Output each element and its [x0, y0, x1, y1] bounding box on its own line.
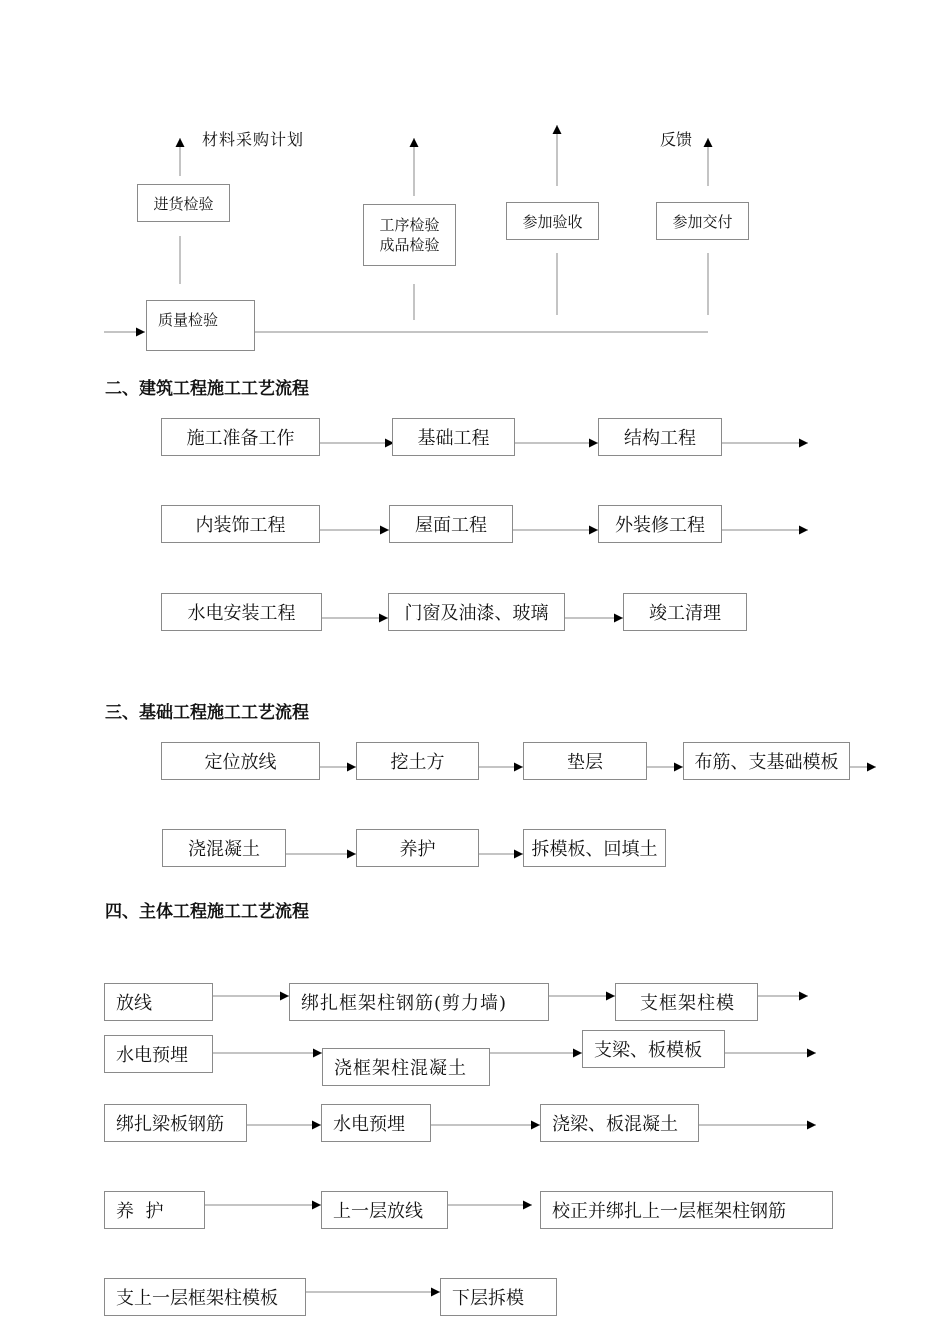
s4-step-9: 浇梁、板混凝土 — [540, 1104, 699, 1142]
s2-step-6: 外装修工程 — [598, 505, 722, 543]
s4-step-4: 水电预埋 — [104, 1035, 213, 1073]
section4-heading: 四、主体工程施工工艺流程 — [105, 902, 309, 922]
s4-step-12: 校正并绑扎上一层框架柱钢筋 — [540, 1191, 833, 1229]
box-process-inspection: 工序检验 成品检验 — [363, 204, 456, 266]
s3-step-1: 定位放线 — [161, 742, 320, 780]
s3-step-5: 浇混凝土 — [162, 829, 286, 867]
s2-step-3: 结构工程 — [598, 418, 722, 456]
s2-step-8: 门窗及油漆、玻璃 — [388, 593, 565, 631]
s2-step-2: 基础工程 — [392, 418, 515, 456]
section3-heading: 三、基础工程施工工艺流程 — [105, 703, 309, 723]
s4-step-14: 下层拆模 — [440, 1278, 557, 1316]
s2-step-5: 屋面工程 — [389, 505, 513, 543]
s2-step-7: 水电安装工程 — [161, 593, 322, 631]
label-feedback: 反馈 — [660, 130, 693, 149]
s2-step-1: 施工准备工作 — [161, 418, 320, 456]
s3-step-7: 拆模板、回填土 — [523, 829, 666, 867]
s4-step-5: 浇框架柱混凝土 — [322, 1048, 490, 1086]
box-quality-inspection: 质量检验 — [146, 300, 255, 351]
s2-step-9: 竣工清理 — [623, 593, 747, 631]
s2-step-4: 内装饰工程 — [161, 505, 320, 543]
s4-step-1: 放线 — [104, 983, 213, 1021]
box-join-acceptance: 参加验收 — [506, 202, 599, 240]
s4-step-7: 绑扎梁板钢筋 — [104, 1104, 247, 1142]
s3-step-2: 挖土方 — [356, 742, 479, 780]
s4-step-3: 支框架柱模 — [615, 983, 758, 1021]
box-incoming-inspection: 进货检验 — [137, 184, 230, 222]
s3-step-4: 布筋、支基础模板 — [683, 742, 850, 780]
s3-step-3: 垫层 — [523, 742, 647, 780]
s4-step-2: 绑扎框架柱钢筋(剪力墙) — [289, 983, 549, 1021]
label-material-plan: 材料采购计划 — [202, 130, 305, 149]
s4-step-10: 养 护 — [104, 1191, 205, 1229]
s4-step-6: 支梁、板模板 — [582, 1030, 725, 1068]
box-join-delivery: 参加交付 — [656, 202, 749, 240]
s4-step-11: 上一层放线 — [321, 1191, 448, 1229]
s4-step-13: 支上一层框架柱模板 — [104, 1278, 306, 1316]
s4-step-8: 水电预埋 — [321, 1104, 431, 1142]
section2-heading: 二、建筑工程施工工艺流程 — [105, 379, 309, 399]
s3-step-6: 养护 — [356, 829, 479, 867]
